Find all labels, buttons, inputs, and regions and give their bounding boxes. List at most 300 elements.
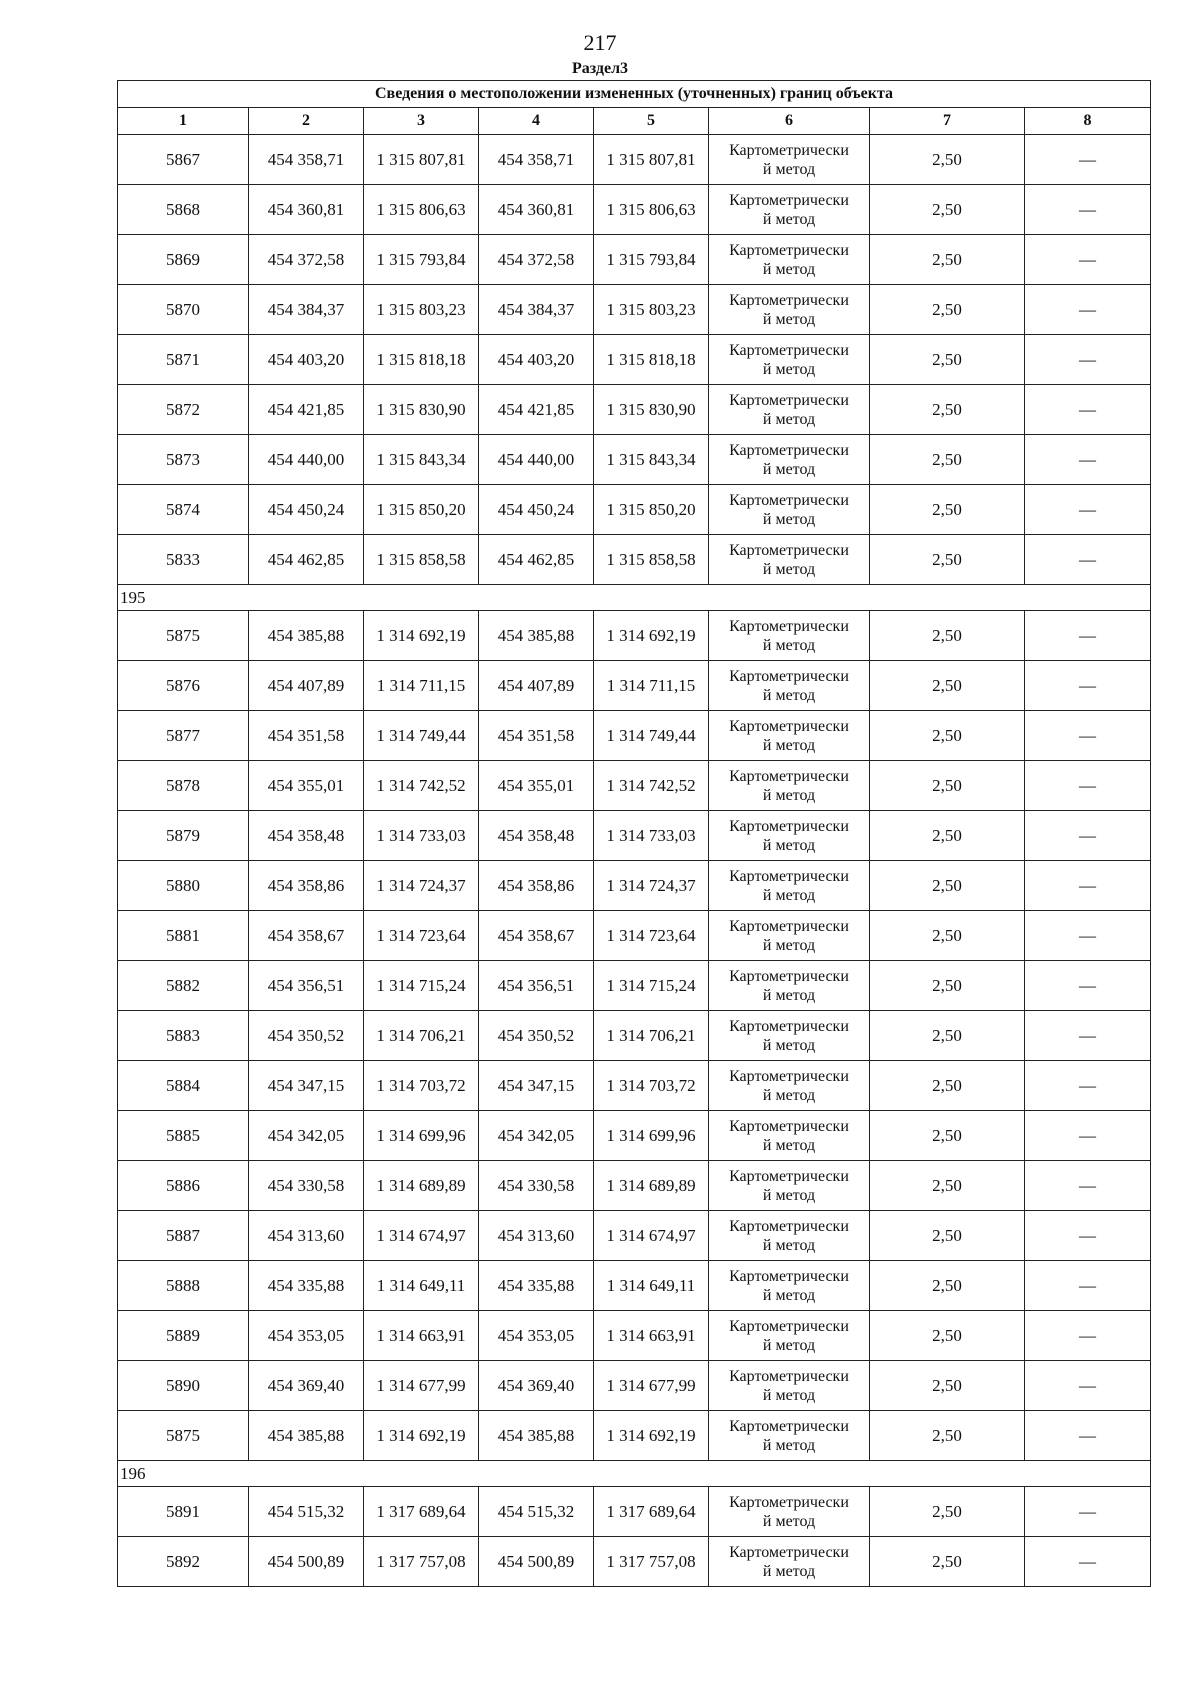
accuracy-cell: 2,50 [870, 1011, 1025, 1061]
method-line-1: Картометрически [729, 1117, 849, 1135]
accuracy-cell: 2,50 [870, 1161, 1025, 1211]
point-number-cell: 5884 [118, 1061, 249, 1111]
y-old-cell: 1 314 692,19 [364, 611, 479, 661]
description-cell: — [1025, 435, 1151, 485]
x-new-cell: 454 450,24 [479, 485, 594, 535]
accuracy-cell: 2,50 [870, 1537, 1025, 1587]
method-line-1: Картометрически [729, 617, 849, 635]
x-new-cell: 454 335,88 [479, 1261, 594, 1311]
table-row [118, 711, 1151, 761]
method-line-2: й метод [762, 736, 816, 754]
y-new-cell: 1 314 689,89 [594, 1161, 709, 1211]
method-line-1: Картометрически [729, 667, 849, 685]
table-row [118, 861, 1151, 911]
y-new-cell: 1 314 649,11 [594, 1261, 709, 1311]
x-old-cell: 454 335,88 [249, 1261, 364, 1311]
method-cell [709, 861, 870, 911]
point-number-cell: 5873 [118, 435, 249, 485]
x-old-cell: 454 342,05 [249, 1111, 364, 1161]
method-cell [709, 1111, 870, 1161]
point-number-cell: 5876 [118, 661, 249, 711]
x-old-cell: 454 450,24 [249, 485, 364, 535]
method-line-2: й метод [762, 1236, 816, 1254]
point-number-cell: 5888 [118, 1261, 249, 1311]
y-new-cell: 1 317 757,08 [594, 1537, 709, 1587]
point-number-cell: 5870 [118, 285, 249, 335]
x-old-cell: 454 372,58 [249, 235, 364, 285]
x-new-cell: 454 462,85 [479, 535, 594, 585]
point-number-cell: 5868 [118, 185, 249, 235]
y-old-cell: 1 315 807,81 [364, 135, 479, 185]
description-cell: — [1025, 1311, 1151, 1361]
column-number-1: 1 [118, 108, 249, 135]
y-new-cell: 1 314 663,91 [594, 1311, 709, 1361]
table-row [118, 1487, 1151, 1537]
point-number-cell: 5875 [118, 1411, 249, 1461]
table-row [118, 135, 1151, 185]
method-line-1: Картометрически [729, 917, 849, 935]
method-line-1: Картометрически [729, 817, 849, 835]
point-number-cell: 5890 [118, 1361, 249, 1411]
x-old-cell: 454 462,85 [249, 535, 364, 585]
method-line-1: Картометрически [729, 541, 849, 559]
accuracy-cell: 2,50 [870, 1487, 1025, 1537]
column-number-6: 6 [709, 108, 870, 135]
point-number-cell: 5891 [118, 1487, 249, 1537]
x-old-cell: 454 356,51 [249, 961, 364, 1011]
method-cell [709, 1411, 870, 1461]
y-old-cell: 1 315 850,20 [364, 485, 479, 535]
group-label: 196 [118, 1461, 1151, 1487]
group-header-row [118, 1461, 1151, 1487]
table-row [118, 385, 1151, 435]
method-cell [709, 1011, 870, 1061]
point-number-cell: 5833 [118, 535, 249, 585]
description-cell: — [1025, 1261, 1151, 1311]
y-new-cell: 1 314 724,37 [594, 861, 709, 911]
accuracy-cell: 2,50 [870, 1211, 1025, 1261]
method-cell [709, 1487, 870, 1537]
description-cell: — [1025, 1061, 1151, 1111]
x-new-cell: 454 342,05 [479, 1111, 594, 1161]
x-old-cell: 454 358,67 [249, 911, 364, 961]
x-old-cell: 454 355,01 [249, 761, 364, 811]
y-new-cell: 1 314 742,52 [594, 761, 709, 811]
x-new-cell: 454 358,86 [479, 861, 594, 911]
point-number-cell: 5887 [118, 1211, 249, 1261]
y-new-cell: 1 314 703,72 [594, 1061, 709, 1111]
y-new-cell: 1 315 850,20 [594, 485, 709, 535]
description-cell: — [1025, 235, 1151, 285]
description-cell: — [1025, 1011, 1151, 1061]
method-line-1: Картометрически [729, 441, 849, 459]
accuracy-cell: 2,50 [870, 761, 1025, 811]
y-new-cell: 1 315 843,34 [594, 435, 709, 485]
method-line-2: й метод [762, 310, 816, 328]
x-new-cell: 454 385,88 [479, 1411, 594, 1461]
method-line-2: й метод [762, 1336, 816, 1354]
method-cell [709, 1161, 870, 1211]
method-cell [709, 811, 870, 861]
y-new-cell: 1 314 723,64 [594, 911, 709, 961]
x-new-cell: 454 313,60 [479, 1211, 594, 1261]
x-new-cell: 454 384,37 [479, 285, 594, 335]
x-old-cell: 454 330,58 [249, 1161, 364, 1211]
description-cell: — [1025, 1211, 1151, 1261]
method-line-1: Картометрически [729, 867, 849, 885]
point-number-cell: 5886 [118, 1161, 249, 1211]
method-line-1: Картометрически [729, 1067, 849, 1085]
table-row [118, 1011, 1151, 1061]
description-cell: — [1025, 761, 1151, 811]
description-cell: — [1025, 335, 1151, 385]
y-old-cell: 1 314 699,96 [364, 1111, 479, 1161]
point-number-cell: 5879 [118, 811, 249, 861]
table-row [118, 1211, 1151, 1261]
method-line-2: й метод [762, 886, 816, 904]
accuracy-cell: 2,50 [870, 1411, 1025, 1461]
x-new-cell: 454 347,15 [479, 1061, 594, 1111]
method-cell [709, 435, 870, 485]
y-new-cell: 1 314 706,21 [594, 1011, 709, 1061]
method-cell [709, 661, 870, 711]
x-old-cell: 454 347,15 [249, 1061, 364, 1111]
accuracy-cell: 2,50 [870, 1061, 1025, 1111]
method-cell [709, 1261, 870, 1311]
y-old-cell: 1 317 757,08 [364, 1537, 479, 1587]
method-line-2: й метод [762, 986, 816, 1004]
method-line-2: й метод [762, 510, 816, 528]
accuracy-cell: 2,50 [870, 235, 1025, 285]
method-line-2: й метод [762, 1436, 816, 1454]
description-cell: — [1025, 1537, 1151, 1587]
description-cell: — [1025, 661, 1151, 711]
method-line-2: й метод [762, 210, 816, 228]
point-number-cell: 5885 [118, 1111, 249, 1161]
point-number-cell: 5878 [118, 761, 249, 811]
table-row [118, 1361, 1151, 1411]
point-number-cell: 5869 [118, 235, 249, 285]
x-new-cell: 454 358,71 [479, 135, 594, 185]
y-old-cell: 1 314 674,97 [364, 1211, 479, 1261]
method-line-2: й метод [762, 1136, 816, 1154]
method-line-2: й метод [762, 1386, 816, 1404]
accuracy-cell: 2,50 [870, 961, 1025, 1011]
accuracy-cell: 2,50 [870, 611, 1025, 661]
accuracy-cell: 2,50 [870, 1111, 1025, 1161]
method-cell [709, 185, 870, 235]
column-number-4: 4 [479, 108, 594, 135]
table-row [118, 911, 1151, 961]
group-header-row [118, 585, 1151, 611]
method-line-2: й метод [762, 1512, 816, 1530]
method-line-2: й метод [762, 936, 816, 954]
method-line-1: Картометрически [729, 241, 849, 259]
y-old-cell: 1 314 723,64 [364, 911, 479, 961]
accuracy-cell: 2,50 [870, 911, 1025, 961]
description-cell: — [1025, 1161, 1151, 1211]
method-line-1: Картометрически [729, 717, 849, 735]
accuracy-cell: 2,50 [870, 285, 1025, 335]
y-old-cell: 1 315 843,34 [364, 435, 479, 485]
description-cell: — [1025, 1361, 1151, 1411]
page-number: 217 [583, 30, 617, 55]
y-new-cell: 1 314 677,99 [594, 1361, 709, 1411]
y-old-cell: 1 315 793,84 [364, 235, 479, 285]
table-row [118, 1411, 1151, 1461]
boundary-coordinates-table [117, 80, 1151, 1587]
description-cell: — [1025, 1487, 1151, 1537]
x-new-cell: 454 385,88 [479, 611, 594, 661]
description-cell: — [1025, 811, 1151, 861]
method-cell [709, 385, 870, 435]
x-old-cell: 454 403,20 [249, 335, 364, 385]
y-old-cell: 1 315 806,63 [364, 185, 479, 235]
y-new-cell: 1 314 674,97 [594, 1211, 709, 1261]
method-line-1: Картометрически [729, 291, 849, 309]
x-new-cell: 454 353,05 [479, 1311, 594, 1361]
method-cell [709, 961, 870, 1011]
y-old-cell: 1 315 830,90 [364, 385, 479, 435]
description-cell: — [1025, 185, 1151, 235]
table-row [118, 1261, 1151, 1311]
y-new-cell: 1 315 830,90 [594, 385, 709, 435]
table-row [118, 761, 1151, 811]
y-new-cell: 1 315 858,58 [594, 535, 709, 585]
method-line-1: Картометрически [729, 341, 849, 359]
y-new-cell: 1 315 807,81 [594, 135, 709, 185]
x-new-cell: 454 330,58 [479, 1161, 594, 1211]
x-new-cell: 454 355,01 [479, 761, 594, 811]
method-line-2: й метод [762, 410, 816, 428]
method-line-1: Картометрически [729, 1167, 849, 1185]
method-line-2: й метод [762, 560, 816, 578]
x-new-cell: 454 407,89 [479, 661, 594, 711]
table-row [118, 435, 1151, 485]
y-new-cell: 1 315 793,84 [594, 235, 709, 285]
description-cell: — [1025, 711, 1151, 761]
method-cell [709, 1211, 870, 1261]
description-cell: — [1025, 485, 1151, 535]
table-row [118, 661, 1151, 711]
column-number-2: 2 [249, 108, 364, 135]
x-new-cell: 454 369,40 [479, 1361, 594, 1411]
y-old-cell: 1 314 689,89 [364, 1161, 479, 1211]
y-new-cell: 1 314 699,96 [594, 1111, 709, 1161]
point-number-cell: 5883 [118, 1011, 249, 1061]
method-line-2: й метод [762, 160, 816, 178]
x-new-cell: 454 351,58 [479, 711, 594, 761]
method-line-2: й метод [762, 1036, 816, 1054]
y-new-cell: 1 314 711,15 [594, 661, 709, 711]
accuracy-cell: 2,50 [870, 135, 1025, 185]
x-new-cell: 454 421,85 [479, 385, 594, 435]
method-line-1: Картометрически [729, 1543, 849, 1561]
y-old-cell: 1 314 706,21 [364, 1011, 479, 1061]
method-line-1: Картометрически [729, 391, 849, 409]
x-old-cell: 454 360,81 [249, 185, 364, 235]
method-line-1: Картометрически [729, 141, 849, 159]
point-number-cell: 5880 [118, 861, 249, 911]
accuracy-cell: 2,50 [870, 661, 1025, 711]
y-old-cell: 1 314 749,44 [364, 711, 479, 761]
accuracy-cell: 2,50 [870, 1311, 1025, 1361]
x-old-cell: 454 385,88 [249, 1411, 364, 1461]
x-new-cell: 454 515,32 [479, 1487, 594, 1537]
method-line-1: Картометрически [729, 1017, 849, 1035]
point-number-cell: 5892 [118, 1537, 249, 1587]
table-row [118, 235, 1151, 285]
x-old-cell: 454 385,88 [249, 611, 364, 661]
table-row [118, 961, 1151, 1011]
x-new-cell: 454 356,51 [479, 961, 594, 1011]
accuracy-cell: 2,50 [870, 485, 1025, 535]
x-old-cell: 454 358,86 [249, 861, 364, 911]
column-number-8: 8 [1025, 108, 1151, 135]
table-row [118, 811, 1151, 861]
description-cell: — [1025, 135, 1151, 185]
method-cell [709, 485, 870, 535]
y-new-cell: 1 314 733,03 [594, 811, 709, 861]
method-cell [709, 911, 870, 961]
table-row [118, 1061, 1151, 1111]
point-number-cell: 5867 [118, 135, 249, 185]
y-old-cell: 1 314 715,24 [364, 961, 479, 1011]
method-line-1: Картометрически [729, 191, 849, 209]
method-cell [709, 285, 870, 335]
table-row [118, 335, 1151, 385]
group-label: 195 [118, 585, 1151, 611]
method-cell [709, 1361, 870, 1411]
description-cell: — [1025, 611, 1151, 661]
y-old-cell: 1 315 803,23 [364, 285, 479, 335]
y-new-cell: 1 315 803,23 [594, 285, 709, 335]
method-cell [709, 1537, 870, 1587]
table-row [118, 535, 1151, 585]
x-old-cell: 454 358,48 [249, 811, 364, 861]
description-cell: — [1025, 1411, 1151, 1461]
column-number-7: 7 [870, 108, 1025, 135]
description-cell: — [1025, 385, 1151, 435]
method-cell [709, 1311, 870, 1361]
x-old-cell: 454 407,89 [249, 661, 364, 711]
description-cell: — [1025, 961, 1151, 1011]
y-old-cell: 1 314 663,91 [364, 1311, 479, 1361]
method-line-2: й метод [762, 836, 816, 854]
y-new-cell: 1 314 692,19 [594, 611, 709, 661]
y-old-cell: 1 314 677,99 [364, 1361, 479, 1411]
table-row [118, 285, 1151, 335]
y-old-cell: 1 314 692,19 [364, 1411, 479, 1461]
description-cell: — [1025, 285, 1151, 335]
point-number-cell: 5881 [118, 911, 249, 961]
point-number-cell: 5877 [118, 711, 249, 761]
y-new-cell: 1 314 692,19 [594, 1411, 709, 1461]
x-new-cell: 454 358,48 [479, 811, 594, 861]
x-old-cell: 454 384,37 [249, 285, 364, 335]
x-old-cell: 454 515,32 [249, 1487, 364, 1537]
method-cell [709, 711, 870, 761]
description-cell: — [1025, 911, 1151, 961]
table-caption-row [118, 81, 1151, 108]
method-line-1: Картометрически [729, 1317, 849, 1335]
y-old-cell: 1 314 711,15 [364, 661, 479, 711]
section-title: Раздел3 [571, 60, 629, 77]
x-new-cell: 454 440,00 [479, 435, 594, 485]
accuracy-cell: 2,50 [870, 1261, 1025, 1311]
y-old-cell: 1 314 724,37 [364, 861, 479, 911]
column-number-row [118, 108, 1151, 135]
method-cell [709, 535, 870, 585]
x-new-cell: 454 500,89 [479, 1537, 594, 1587]
x-new-cell: 454 403,20 [479, 335, 594, 385]
method-cell [709, 1061, 870, 1111]
table-row [118, 485, 1151, 535]
x-old-cell: 454 313,60 [249, 1211, 364, 1261]
table-row [118, 1161, 1151, 1211]
x-old-cell: 454 353,05 [249, 1311, 364, 1361]
point-number-cell: 5875 [118, 611, 249, 661]
table-caption: Сведения о местоположении измененных (уточненных) границ объекта [118, 81, 1151, 108]
method-line-2: й метод [762, 1562, 816, 1580]
x-new-cell: 454 350,52 [479, 1011, 594, 1061]
accuracy-cell: 2,50 [870, 861, 1025, 911]
y-old-cell: 1 314 703,72 [364, 1061, 479, 1111]
table-row [118, 611, 1151, 661]
method-line-1: Картометрически [729, 1417, 849, 1435]
method-line-1: Картометрически [729, 1367, 849, 1385]
accuracy-cell: 2,50 [870, 1361, 1025, 1411]
method-cell [709, 611, 870, 661]
y-old-cell: 1 315 858,58 [364, 535, 479, 585]
y-old-cell: 1 314 742,52 [364, 761, 479, 811]
accuracy-cell: 2,50 [870, 711, 1025, 761]
method-line-2: й метод [762, 460, 816, 478]
x-new-cell: 454 358,67 [479, 911, 594, 961]
method-cell [709, 335, 870, 385]
method-line-2: й метод [762, 686, 816, 704]
y-old-cell: 1 314 649,11 [364, 1261, 479, 1311]
method-cell [709, 761, 870, 811]
y-new-cell: 1 314 715,24 [594, 961, 709, 1011]
point-number-cell: 5882 [118, 961, 249, 1011]
table-row [118, 1111, 1151, 1161]
y-new-cell: 1 314 749,44 [594, 711, 709, 761]
y-new-cell: 1 315 806,63 [594, 185, 709, 235]
method-line-2: й метод [762, 636, 816, 654]
x-old-cell: 454 421,85 [249, 385, 364, 435]
method-line-2: й метод [762, 1286, 816, 1304]
method-line-2: й метод [762, 260, 816, 278]
y-old-cell: 1 314 733,03 [364, 811, 479, 861]
method-line-2: й метод [762, 786, 816, 804]
x-old-cell: 454 351,58 [249, 711, 364, 761]
y-new-cell: 1 315 818,18 [594, 335, 709, 385]
y-old-cell: 1 315 818,18 [364, 335, 479, 385]
point-number-cell: 5889 [118, 1311, 249, 1361]
x-old-cell: 454 440,00 [249, 435, 364, 485]
point-number-cell: 5871 [118, 335, 249, 385]
method-line-1: Картометрически [729, 1493, 849, 1511]
method-cell [709, 135, 870, 185]
x-old-cell: 454 350,52 [249, 1011, 364, 1061]
x-new-cell: 454 372,58 [479, 235, 594, 285]
method-line-2: й метод [762, 1086, 816, 1104]
description-cell: — [1025, 535, 1151, 585]
method-line-2: й метод [762, 360, 816, 378]
table-body [118, 135, 1151, 1587]
accuracy-cell: 2,50 [870, 385, 1025, 435]
